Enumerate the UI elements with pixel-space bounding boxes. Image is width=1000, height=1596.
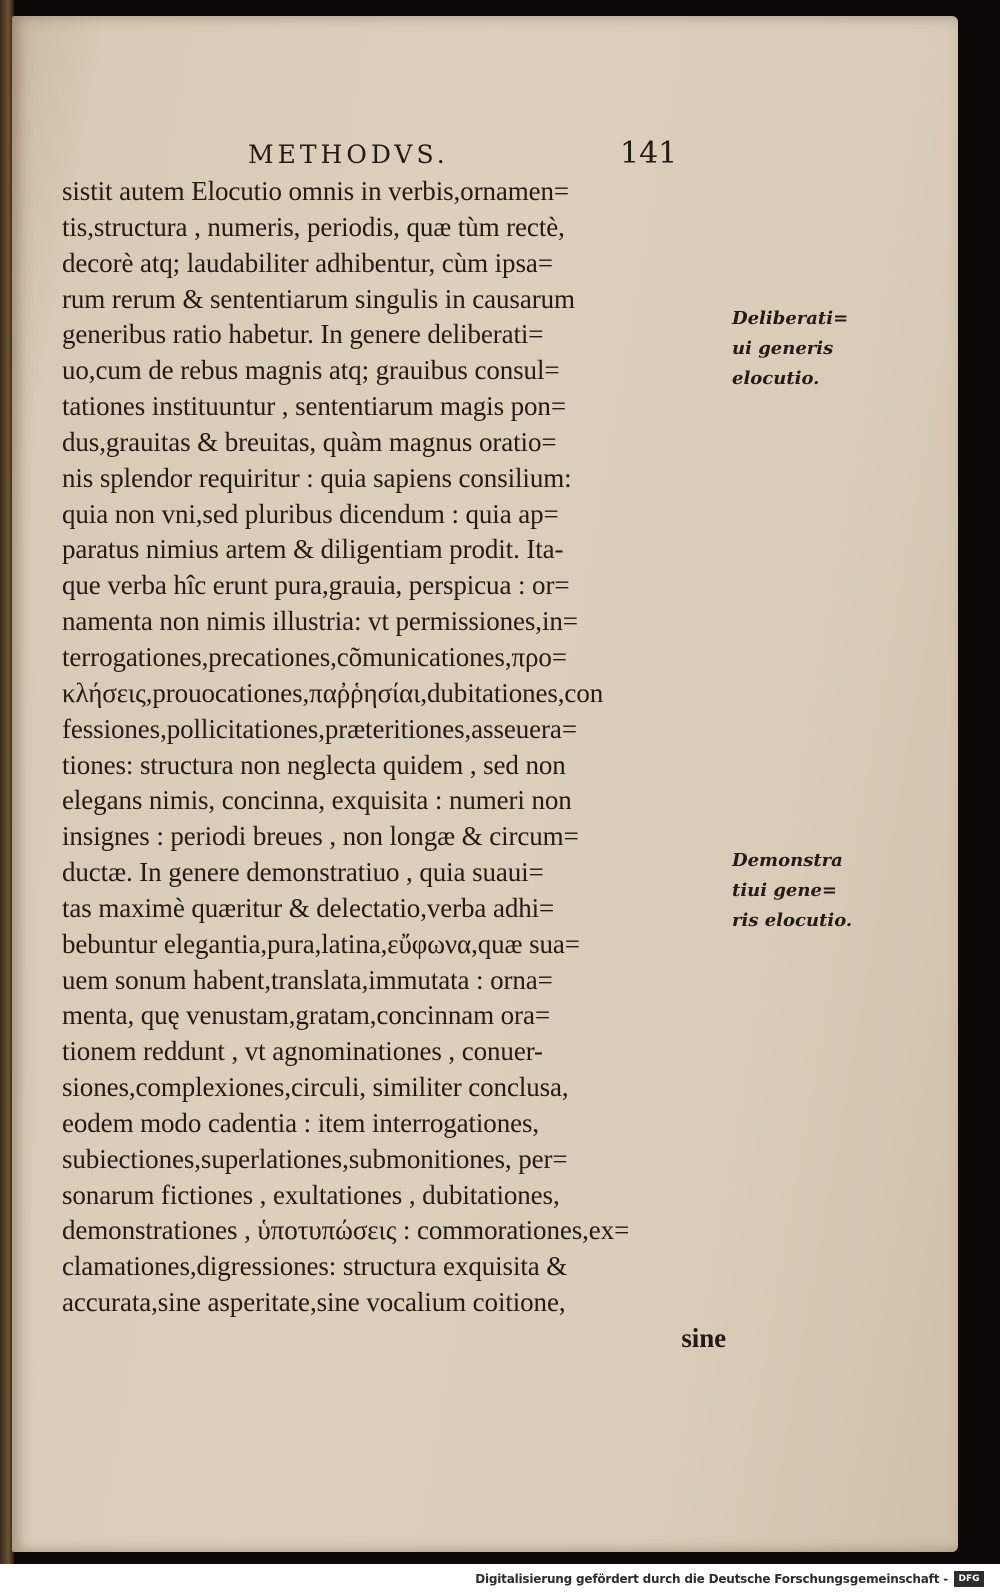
text-line: namenta non nimis illustria: vt permissiones,in= bbox=[62, 606, 578, 637]
book-page bbox=[12, 16, 958, 1552]
margin-note-line: tiui gene= bbox=[732, 880, 838, 901]
text-line: menta, quę venustam,gratam,concinnam ora= bbox=[62, 1000, 550, 1031]
margin-note-demonstrative bbox=[732, 846, 872, 936]
text-line: fessiones,pollicitationes,præteritiones,asseuera= bbox=[62, 713, 577, 744]
text-line: accurata,sine asperitate,sine vocalium coitione, bbox=[62, 1287, 566, 1318]
margin-note-deliberative bbox=[732, 304, 872, 394]
margin-note-line: elocutio. bbox=[732, 368, 820, 389]
text-line: tionem reddunt , vt agnominationes , conuer- bbox=[62, 1036, 543, 1067]
text-line: nis splendor requiritur : quia sapiens consilium: bbox=[62, 462, 572, 493]
margin-note-line: Deliberati= bbox=[732, 308, 849, 329]
text-line: tationes instituuntur , sententiarum magis pon= bbox=[62, 391, 566, 422]
catchword: sine bbox=[681, 1323, 726, 1353]
text-line: subiectiones,superlationes,submonitiones, per= bbox=[62, 1143, 568, 1174]
text-line: que verba hîc erunt pura,grauia, perspicua : or= bbox=[62, 570, 570, 601]
text-line: sonarum fictiones , exultationes , dubitationes, bbox=[62, 1179, 560, 1210]
funding-credit: Digitalisierung gefördert durch die Deutsche Forschungsgemeinschaft - bbox=[475, 1572, 948, 1586]
text-line: demonstrationes , ὑποτυπώσεις : commorationes,ex= bbox=[62, 1215, 630, 1246]
dfg-logo-icon: DFG bbox=[954, 1571, 984, 1587]
text-line: κλήσεις,prouocationes,παῤῥησίαι,dubitationes,con bbox=[62, 677, 604, 708]
text-line: terrogationes,precationes,cõmunicationes,προ= bbox=[62, 641, 567, 672]
margin-note-line: ui generis bbox=[732, 338, 834, 359]
text-line: decorè atq; laudabiliter adhibentur, cùm ipsa= bbox=[62, 247, 553, 278]
margin-note-line: Demonstra bbox=[732, 850, 843, 871]
text-line: generibus ratio habetur. In genere deliberati= bbox=[62, 319, 544, 350]
text-line: paratus nimius artem & diligentiam prodit. Ita- bbox=[62, 534, 564, 565]
text-line: dus,grauitas & breuitas, quàm magnus oratio= bbox=[62, 426, 557, 457]
margin-note-line: ris elocutio. bbox=[732, 910, 853, 931]
text-line: uem sonum habent,translata,immutata : orna= bbox=[62, 964, 553, 995]
text-line: tas maximè quæritur & delectatio,verba adhi= bbox=[62, 892, 555, 923]
body-text bbox=[62, 174, 732, 1357]
text-line: rum rerum & sententiarum singulis in causarum bbox=[62, 283, 575, 314]
page-number: 141 bbox=[620, 136, 678, 171]
text-line: ductæ. In genere demonstratiuo , quia suaui= bbox=[62, 857, 544, 888]
text-line: elegans nimis, concinna, exquisita : numeri non bbox=[62, 785, 572, 816]
text-line: siones,complexiones,circuli, similiter conclusa, bbox=[62, 1072, 569, 1103]
text-line: bebuntur elegantia,pura,latina,εὔφωνα,quæ sua= bbox=[62, 928, 580, 959]
text-line: clamationes,digressiones: structura exquisita & bbox=[62, 1251, 568, 1282]
text-line: uo,cum de rebus magnis atq; grauibus consul= bbox=[62, 355, 560, 386]
text-line: insignes : periodi breues , non longæ & circum= bbox=[62, 821, 579, 852]
text-line: quia non vni,sed pluribus dicendum : quia ap= bbox=[62, 498, 559, 529]
text-line: sistit autem Elocutio omnis in verbis,ornamen= bbox=[62, 176, 570, 206]
text-line: tiones: structura non neglecta quidem , sed non bbox=[62, 749, 566, 780]
running-title: METHODVS. bbox=[248, 140, 449, 169]
footer-bar bbox=[0, 1564, 1000, 1596]
text-line: tis,structura , numeris, periodis, quæ tùm rectè, bbox=[62, 211, 565, 242]
text-line: eodem modo cadentia : item interrogationes, bbox=[62, 1107, 540, 1138]
page-header bbox=[12, 136, 958, 176]
